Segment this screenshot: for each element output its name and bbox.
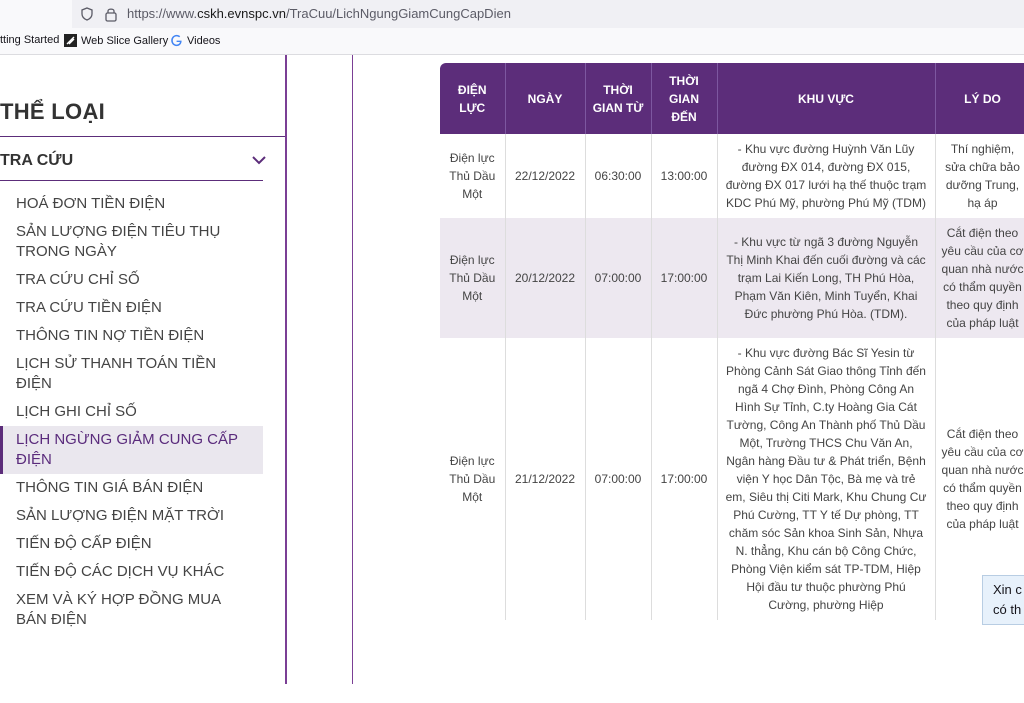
ngay-cell: 20/12/2022 [505, 218, 585, 338]
title-rule [0, 136, 285, 137]
sidebar-item[interactable]: XEM VÀ KÝ HỢP ĐỒNG MUA BÁN ĐIỆN [16, 591, 221, 628]
header-ly-do[interactable]: LÝ DO [935, 63, 1024, 134]
ly-do-cell: Cắt điện theo yêu cầu của cơ quan nhà nước có thẩm quyền theo quy định của pháp luật [935, 218, 1024, 338]
dien-luc-cell: Điện lực Thủ Dầu Một [440, 134, 505, 218]
outage-table [440, 63, 1024, 703]
table-header-row [440, 63, 1024, 134]
chat-tooltip[interactable] [982, 575, 1024, 625]
sidebar-item[interactable]: LỊCH GHI CHỈ SỐ [16, 403, 137, 420]
ngay-cell: 21/12/2022 [505, 338, 585, 620]
khu-vuc-cell: - Khu vực đường Bác Sĩ Yesin từ Phòng Cảnh Sát Giao thông Tỉnh đến ngã 4 Chợ Đình, Phòng Công An Hình Sự Tỉnh, C.ty Hoàng Gia Cát Tường, Công An Thành phố Thủ Dầu Một, Trường THCS Chu Văn An, Ngân hàng Đầu tư & Phát triển, Bệnh viện Y học Dân Tộc, Bà mẹ và trẻ em, Siêu thị Citi Mark, Khu Chung Cư Phú Cường, TT Y tế Dự phòng, TT chăm sóc Sản khoa Sinh Sản, Nhựa N. thẳng, Khu cán bộ Công Chức, Phòng Viện kiểm sát TP-TDM, Hiệp Hội đầu tư thuộc phường Phú Cường, phường Hiệp [717, 338, 935, 620]
header-dien-luc[interactable]: ĐIỆN LỰC [440, 63, 505, 134]
sidebar-item[interactable]: LỊCH NGỪNG GIẢM CUNG CẤP ĐIỆN [0, 426, 263, 474]
dien-luc-cell: Điện lực Thủ Dầu Một [440, 338, 505, 620]
sidebar-item[interactable]: TIẾN ĐỘ CẤP ĐIỆN [16, 535, 152, 552]
dien-luc-cell: Điện lực Thủ Dầu Một [440, 218, 505, 338]
den-cell: 17:00:00 [651, 218, 717, 338]
sidebar-item[interactable]: SẢN LƯỢNG ĐIỆN MẶT TRỜI [16, 507, 225, 524]
sidebar-item[interactable]: TIẾN ĐỘ CÁC DỊCH VỤ KHÁC [16, 563, 225, 580]
divider [285, 55, 287, 684]
bookmark-getting-started[interactable]: tting Started [0, 34, 60, 46]
url-text[interactable]: https://www.cskh.evnspc.vn/TraCuu/LichNgungGiamCungCapDien [127, 6, 511, 21]
sidebar-item[interactable]: LỊCH SỬ THANH TOÁN TIỀN ĐIỆN [16, 355, 217, 392]
section-label: TRA CỨU [0, 152, 74, 169]
tooltip-line: Xin c [993, 582, 1022, 597]
table-row [440, 338, 1024, 620]
header-ngay[interactable]: NGÀY [505, 63, 585, 134]
page [0, 55, 1024, 684]
header-khu-vuc[interactable]: KHU VỰC [717, 63, 935, 134]
google-icon [170, 34, 183, 47]
den-cell: 17:00:00 [651, 338, 717, 620]
ly-do-cell: Cắt điện theo yêu cầu của cơ quan nhà nước có thẩm quyền theo quy định của pháp luật [935, 338, 1024, 620]
ngay-cell: 22/12/2022 [505, 134, 585, 218]
sidebar-item[interactable]: TRA CỨU TIỀN ĐIỆN [16, 299, 162, 316]
tu-cell: 07:00:00 [585, 218, 651, 338]
sidebar-item[interactable]: TRA CỨU CHỈ SỐ [16, 271, 140, 288]
table-row [440, 134, 1024, 218]
section-toggle[interactable] [0, 152, 263, 181]
ly-do-cell: Thí nghiệm, sửa chữa bảo dưỡng Trung, hạ áp [935, 134, 1024, 218]
table-row [440, 218, 1024, 338]
url-bar [0, 0, 1024, 28]
sidebar-item[interactable]: THÔNG TIN GIÁ BÁN ĐIỆN [16, 479, 204, 496]
shield-icon[interactable] [80, 7, 94, 21]
header-thoi-gian-den[interactable]: THỜI GIAN ĐẾN [651, 63, 717, 134]
web-slice-icon [64, 34, 77, 47]
khu-vuc-cell: - Khu vực từ ngã 3 đường Nguyễn Thị Minh Khai đến cuối đường và các trạm Lai Kiến Long, TH Phú Hòa, Phạm Văn Kiên, Minh Tuyển, Khai Đức phường Phú Hòa. (TDM). [717, 218, 935, 338]
bookmark-web-slice-gallery[interactable]: Web Slice Gallery [64, 34, 168, 47]
tu-cell: 06:30:00 [585, 134, 651, 218]
tu-cell: 07:00:00 [585, 338, 651, 620]
bookmark-videos[interactable]: Videos [170, 34, 220, 47]
den-cell: 13:00:00 [651, 134, 717, 218]
tooltip-line: có th [993, 602, 1022, 617]
divider [352, 55, 353, 684]
bookmarks-bar [0, 28, 1024, 55]
sidebar-item[interactable]: HOÁ ĐƠN TIỀN ĐIỆN [16, 195, 166, 212]
sidebar-item[interactable]: SẢN LƯỢNG ĐIỆN TIÊU THỤ TRONG NGÀY [16, 223, 221, 260]
header-thoi-gian-tu[interactable]: THỜI GIAN TỪ [585, 63, 651, 134]
sidebar-item[interactable]: THÔNG TIN NỢ TIỀN ĐIỆN [16, 327, 205, 344]
khu-vuc-cell: - Khu vực đường Huỳnh Văn Lũy đường ĐX 014, đường ĐX 015, đường ĐX 017 lưới hạ thế thuộc trạm KDC Phú Mỹ, phường Phú Mỹ (TDM) [717, 134, 935, 218]
sidebar-title: THỂ LOẠI [0, 99, 106, 124]
lock-icon[interactable] [104, 6, 118, 22]
sidebar-menu [0, 190, 263, 634]
chevron-down-icon [251, 152, 267, 168]
